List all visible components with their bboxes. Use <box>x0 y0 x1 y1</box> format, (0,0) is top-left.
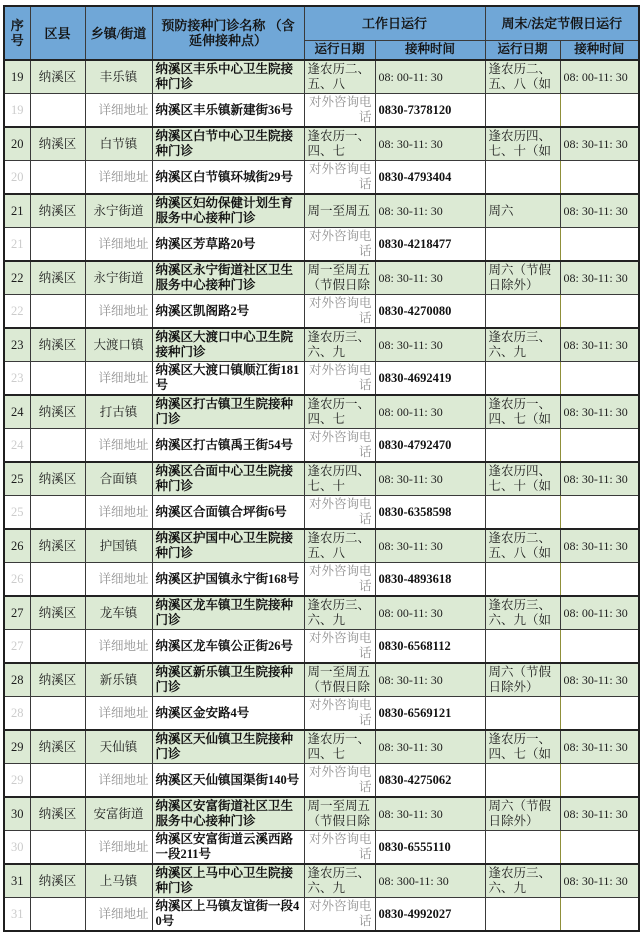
empty-weekend-date-cell <box>485 295 560 329</box>
detail-address-label: 详细地址 <box>85 697 152 731</box>
weekend-date-cell: 周六（节假日除外） <box>485 797 560 831</box>
header-weekend-time: 接种时间 <box>560 40 639 60</box>
weekend-time-cell: 08: 30-11: 30 <box>560 462 639 496</box>
address-cell: 纳溪区打古镇禹王街54号 <box>152 429 304 463</box>
weekend-date-cell: 逢农历二、五、八（如 <box>485 529 560 563</box>
row-no-faded-cell: 22 <box>4 295 30 329</box>
phone-label: 对外咨询电话 <box>304 697 375 731</box>
address-cell: 纳溪区安富街道云溪西路一段211号 <box>152 831 304 865</box>
address-cell: 纳溪区丰乐镇新建街36号 <box>152 94 304 128</box>
row-no-faded-cell: 31 <box>4 898 30 932</box>
weekend-time-cell: 08: 30-11: 30 <box>560 663 639 697</box>
clinic-detail-row <box>4 496 639 530</box>
weekend-date-cell: 逢农历三、六、九 <box>485 864 560 898</box>
row-no-cell: 25 <box>4 462 30 496</box>
weekday-date-cell: 逢农历一、四、七 <box>304 730 375 764</box>
empty-weekend-date-cell <box>485 228 560 262</box>
district-cell: 纳溪区 <box>30 395 85 429</box>
weekday-time-cell: 08: 00-11: 30 <box>375 60 485 94</box>
weekday-date-cell: 逢农历四、七、十 <box>304 462 375 496</box>
empty-weekend-date-cell <box>485 429 560 463</box>
clinic-detail-row <box>4 429 639 463</box>
row-no-faded-cell: 21 <box>4 228 30 262</box>
empty-weekend-date-cell <box>485 630 560 664</box>
row-no-faded-cell: 26 <box>4 563 30 597</box>
weekend-time-cell: 08: 00-11: 30 <box>560 596 639 630</box>
clinic-row <box>4 797 639 831</box>
phone-label: 对外咨询电话 <box>304 496 375 530</box>
detail-address-label: 详细地址 <box>85 898 152 932</box>
clinic-row <box>4 261 639 295</box>
empty-weekend-time-cell <box>560 630 639 664</box>
table-body <box>4 60 639 931</box>
clinic-name-cell: 纳溪区妇幼保健计划生育服务中心接种门诊 <box>152 194 304 228</box>
detail-address-label: 详细地址 <box>85 764 152 798</box>
weekend-date-cell: 逢农历三、六、九 <box>485 328 560 362</box>
header-weekend-run-date: 运行日期 <box>485 40 560 60</box>
weekend-time-cell: 08: 30-11: 30 <box>560 529 639 563</box>
town-cell: 打古镇 <box>85 395 152 429</box>
detail-address-label: 详细地址 <box>85 496 152 530</box>
row-no-cell: 23 <box>4 328 30 362</box>
empty-weekend-time-cell <box>560 228 639 262</box>
empty-district-cell <box>30 429 85 463</box>
clinic-name-cell: 纳溪区合面中心卫生院接种门诊 <box>152 462 304 496</box>
phone-label: 对外咨询电话 <box>304 764 375 798</box>
clinic-name-cell: 纳溪区龙车镇卫生院接种门诊 <box>152 596 304 630</box>
empty-weekend-time-cell <box>560 898 639 932</box>
empty-weekend-time-cell <box>560 697 639 731</box>
row-no-cell: 31 <box>4 864 30 898</box>
empty-weekend-date-cell <box>485 362 560 396</box>
clinic-name-cell: 纳溪区护国中心卫生院接种门诊 <box>152 529 304 563</box>
clinic-name-cell: 纳溪区丰乐中心卫生院接种门诊 <box>152 60 304 94</box>
weekday-time-cell: 08: 30-11: 30 <box>375 328 485 362</box>
empty-weekend-time-cell <box>560 362 639 396</box>
detail-address-label: 详细地址 <box>85 161 152 195</box>
table-header <box>4 6 639 60</box>
phone-label: 对外咨询电话 <box>304 228 375 262</box>
town-cell: 大渡口镇 <box>85 328 152 362</box>
row-no-faded-cell: 28 <box>4 697 30 731</box>
header-weekend-group: 周末/法定节假日运行 <box>485 6 639 40</box>
address-cell: 纳溪区龙车镇公正街26号 <box>152 630 304 664</box>
weekend-time-cell: 08: 00-11: 30 <box>560 60 639 94</box>
row-no-faded-cell: 19 <box>4 94 30 128</box>
address-cell: 纳溪区凯阁路2号 <box>152 295 304 329</box>
row-no-cell: 21 <box>4 194 30 228</box>
weekday-time-cell: 08: 00-11: 30 <box>375 596 485 630</box>
clinic-row <box>4 462 639 496</box>
district-cell: 纳溪区 <box>30 127 85 161</box>
weekday-time-cell: 08: 30-11: 30 <box>375 127 485 161</box>
clinic-row <box>4 395 639 429</box>
weekend-time-cell: 08: 30-11: 30 <box>560 127 639 161</box>
town-cell: 永宁街道 <box>85 194 152 228</box>
empty-district-cell <box>30 94 85 128</box>
phone-cell: 0830-4275062 <box>375 764 485 798</box>
clinic-detail-row <box>4 563 639 597</box>
weekend-time-cell: 08: 30-11: 30 <box>560 261 639 295</box>
row-no-cell: 27 <box>4 596 30 630</box>
weekday-date-cell: 周一至周五 <box>304 194 375 228</box>
header-no: 序号 <box>4 6 30 60</box>
empty-weekend-time-cell <box>560 563 639 597</box>
weekend-date-cell: 逢农历一、四、七（如 <box>485 730 560 764</box>
empty-weekend-time-cell <box>560 764 639 798</box>
town-cell: 安富街道 <box>85 797 152 831</box>
weekday-date-cell: 逢农历三、六、九 <box>304 328 375 362</box>
phone-cell: 0830-4893618 <box>375 563 485 597</box>
clinic-detail-row <box>4 831 639 865</box>
row-no-cell: 28 <box>4 663 30 697</box>
weekday-time-cell: 08: 30-11: 30 <box>375 730 485 764</box>
clinic-row <box>4 60 639 94</box>
empty-weekend-time-cell <box>560 94 639 128</box>
empty-district-cell <box>30 697 85 731</box>
clinic-name-cell: 纳溪区天仙镇卫生院接种门诊 <box>152 730 304 764</box>
weekend-date-cell: 逢农历四、七、十（如 <box>485 462 560 496</box>
empty-district-cell <box>30 295 85 329</box>
detail-address-label: 详细地址 <box>85 228 152 262</box>
empty-weekend-date-cell <box>485 563 560 597</box>
empty-weekend-date-cell <box>485 764 560 798</box>
weekend-time-cell: 08: 30-11: 30 <box>560 328 639 362</box>
clinic-name-cell: 纳溪区白节中心卫生院接种门诊 <box>152 127 304 161</box>
weekday-date-cell: 周一至周五（节假日除 <box>304 663 375 697</box>
empty-district-cell <box>30 228 85 262</box>
vaccination-schedule-table <box>3 5 640 932</box>
detail-address-label: 详细地址 <box>85 563 152 597</box>
address-cell: 纳溪区天仙镇国渠街140号 <box>152 764 304 798</box>
town-cell: 新乐镇 <box>85 663 152 697</box>
empty-weekend-date-cell <box>485 94 560 128</box>
weekday-date-cell: 逢农历二、五、八 <box>304 529 375 563</box>
weekday-time-cell: 08: 30-11: 30 <box>375 261 485 295</box>
empty-weekend-time-cell <box>560 161 639 195</box>
empty-district-cell <box>30 764 85 798</box>
detail-address-label: 详细地址 <box>85 630 152 664</box>
detail-address-label: 详细地址 <box>85 831 152 865</box>
phone-cell: 0830-6555110 <box>375 831 485 865</box>
empty-weekend-time-cell <box>560 429 639 463</box>
address-cell: 纳溪区大渡口镇顺江街181号 <box>152 362 304 396</box>
weekend-time-cell: 08: 30-11: 30 <box>560 797 639 831</box>
phone-cell: 0830-7378120 <box>375 94 485 128</box>
weekday-date-cell: 逢农历二、五、八 <box>304 60 375 94</box>
town-cell: 上马镇 <box>85 864 152 898</box>
row-no-faded-cell: 27 <box>4 630 30 664</box>
clinic-row <box>4 127 639 161</box>
address-cell: 纳溪区上马镇友谊街一段40号 <box>152 898 304 932</box>
row-no-faded-cell: 29 <box>4 764 30 798</box>
weekend-date-cell: 逢农历二、五、八（如 <box>485 60 560 94</box>
detail-address-label: 详细地址 <box>85 429 152 463</box>
weekday-time-cell: 08: 30-11: 30 <box>375 797 485 831</box>
empty-weekend-date-cell <box>485 898 560 932</box>
phone-label: 对外咨询电话 <box>304 362 375 396</box>
row-no-cell: 26 <box>4 529 30 563</box>
phone-cell: 0830-4218477 <box>375 228 485 262</box>
district-cell: 纳溪区 <box>30 797 85 831</box>
weekday-date-cell: 逢农历一、四、七 <box>304 127 375 161</box>
weekend-date-cell: 逢农历三、六、九（如 <box>485 596 560 630</box>
row-no-cell: 19 <box>4 60 30 94</box>
weekday-time-cell: 08: 30-11: 30 <box>375 462 485 496</box>
phone-label: 对外咨询电话 <box>304 161 375 195</box>
district-cell: 纳溪区 <box>30 730 85 764</box>
clinic-row <box>4 730 639 764</box>
district-cell: 纳溪区 <box>30 864 85 898</box>
empty-weekend-time-cell <box>560 295 639 329</box>
address-cell: 纳溪区合面镇合坪街6号 <box>152 496 304 530</box>
empty-district-cell <box>30 161 85 195</box>
row-no-cell: 30 <box>4 797 30 831</box>
district-cell: 纳溪区 <box>30 328 85 362</box>
empty-weekend-date-cell <box>485 831 560 865</box>
phone-cell: 0830-6569121 <box>375 697 485 731</box>
clinic-name-cell: 纳溪区上马中心卫生院接种门诊 <box>152 864 304 898</box>
clinic-detail-row <box>4 898 639 932</box>
weekday-time-cell: 08: 30-11: 30 <box>375 194 485 228</box>
clinic-row <box>4 596 639 630</box>
phone-cell: 0830-6568112 <box>375 630 485 664</box>
clinic-row <box>4 864 639 898</box>
phone-label: 对外咨询电话 <box>304 630 375 664</box>
empty-district-cell <box>30 898 85 932</box>
phone-label: 对外咨询电话 <box>304 831 375 865</box>
weekend-time-cell: 08: 30-11: 30 <box>560 864 639 898</box>
row-no-faded-cell: 23 <box>4 362 30 396</box>
empty-district-cell <box>30 362 85 396</box>
empty-weekend-date-cell <box>485 496 560 530</box>
weekday-date-cell: 逢农历一、四、七 <box>304 395 375 429</box>
district-cell: 纳溪区 <box>30 462 85 496</box>
phone-cell: 0830-4270080 <box>375 295 485 329</box>
phone-cell: 0830-6358598 <box>375 496 485 530</box>
phone-cell: 0830-4792470 <box>375 429 485 463</box>
clinic-detail-row <box>4 764 639 798</box>
clinic-detail-row <box>4 228 639 262</box>
weekend-date-cell: 周六（节假日除外） <box>485 261 560 295</box>
weekday-date-cell: 周一至周五（节假日除 <box>304 261 375 295</box>
clinic-detail-row <box>4 94 639 128</box>
clinic-name-cell: 纳溪区大渡口中心卫生院接种门诊 <box>152 328 304 362</box>
weekday-time-cell: 08: 30-11: 30 <box>375 529 485 563</box>
clinic-row <box>4 529 639 563</box>
row-no-cell: 22 <box>4 261 30 295</box>
clinic-detail-row <box>4 630 639 664</box>
row-no-faded-cell: 24 <box>4 429 30 463</box>
district-cell: 纳溪区 <box>30 529 85 563</box>
address-cell: 纳溪区白节镇环城街29号 <box>152 161 304 195</box>
town-cell: 丰乐镇 <box>85 60 152 94</box>
town-cell: 合面镇 <box>85 462 152 496</box>
clinic-name-cell: 纳溪区新乐镇卫生院接种门诊 <box>152 663 304 697</box>
district-cell: 纳溪区 <box>30 261 85 295</box>
weekend-date-cell: 周六（节假日除外） <box>485 663 560 697</box>
detail-address-label: 详细地址 <box>85 94 152 128</box>
weekend-date-cell: 逢农历一、四、七（如 <box>485 395 560 429</box>
empty-weekend-time-cell <box>560 831 639 865</box>
clinic-row <box>4 663 639 697</box>
phone-label: 对外咨询电话 <box>304 429 375 463</box>
clinic-detail-row <box>4 295 639 329</box>
detail-address-label: 详细地址 <box>85 362 152 396</box>
row-no-faded-cell: 20 <box>4 161 30 195</box>
address-cell: 纳溪区金安路4号 <box>152 697 304 731</box>
weekday-time-cell: 08: 300-11: 30 <box>375 864 485 898</box>
header-clinic-name: 预防接种门诊名称 （含延伸接种点） <box>152 6 304 60</box>
weekend-date-cell: 周六 <box>485 194 560 228</box>
empty-weekend-time-cell <box>560 496 639 530</box>
weekday-date-cell: 逢农历三、六、九 <box>304 596 375 630</box>
row-no-cell: 24 <box>4 395 30 429</box>
address-cell: 纳溪区护国镇永宁街168号 <box>152 563 304 597</box>
row-no-faded-cell: 25 <box>4 496 30 530</box>
empty-district-cell <box>30 831 85 865</box>
town-cell: 护国镇 <box>85 529 152 563</box>
town-cell: 天仙镇 <box>85 730 152 764</box>
row-no-faded-cell: 30 <box>4 831 30 865</box>
clinic-detail-row <box>4 697 639 731</box>
weekend-date-cell: 逢农历四、七、十（如 <box>485 127 560 161</box>
clinic-name-cell: 纳溪区打古镇卫生院接种门诊 <box>152 395 304 429</box>
weekend-time-cell: 08: 30-11: 30 <box>560 730 639 764</box>
detail-address-label: 详细地址 <box>85 295 152 329</box>
empty-weekend-date-cell <box>485 161 560 195</box>
weekday-date-cell: 逢农历三、六、九 <box>304 864 375 898</box>
phone-cell: 0830-4992027 <box>375 898 485 932</box>
header-district: 区县 <box>30 6 85 60</box>
header-town: 乡镇/街道 <box>85 6 152 60</box>
phone-cell: 0830-4692419 <box>375 362 485 396</box>
clinic-detail-row <box>4 161 639 195</box>
empty-district-cell <box>30 630 85 664</box>
town-cell: 白节镇 <box>85 127 152 161</box>
phone-cell: 0830-4793404 <box>375 161 485 195</box>
header-weekday-run-date: 运行日期 <box>304 40 375 60</box>
district-cell: 纳溪区 <box>30 596 85 630</box>
clinic-name-cell: 纳溪区永宁街道社区卫生服务中心接种门诊 <box>152 261 304 295</box>
clinic-row <box>4 194 639 228</box>
district-cell: 纳溪区 <box>30 60 85 94</box>
weekday-date-cell: 周一至周五（节假日除 <box>304 797 375 831</box>
phone-label: 对外咨询电话 <box>304 563 375 597</box>
row-no-cell: 29 <box>4 730 30 764</box>
row-no-cell: 20 <box>4 127 30 161</box>
phone-label: 对外咨询电话 <box>304 295 375 329</box>
empty-district-cell <box>30 563 85 597</box>
empty-weekend-date-cell <box>485 697 560 731</box>
clinic-name-cell: 纳溪区安富街道社区卫生服务中心接种门诊 <box>152 797 304 831</box>
clinic-detail-row <box>4 362 639 396</box>
weekday-time-cell: 08: 00-11: 30 <box>375 395 485 429</box>
clinic-row <box>4 328 639 362</box>
weekend-time-cell: 08: 30-11: 30 <box>560 395 639 429</box>
header-weekday-group: 工作日运行 <box>304 6 485 40</box>
header-weekday-time: 接种时间 <box>375 40 485 60</box>
phone-label: 对外咨询电话 <box>304 898 375 932</box>
weekend-time-cell: 08: 30-11: 30 <box>560 194 639 228</box>
weekday-time-cell: 08: 30-11: 30 <box>375 663 485 697</box>
district-cell: 纳溪区 <box>30 663 85 697</box>
empty-district-cell <box>30 496 85 530</box>
address-cell: 纳溪区芳草路20号 <box>152 228 304 262</box>
district-cell: 纳溪区 <box>30 194 85 228</box>
town-cell: 龙车镇 <box>85 596 152 630</box>
phone-label: 对外咨询电话 <box>304 94 375 128</box>
town-cell: 永宁街道 <box>85 261 152 295</box>
